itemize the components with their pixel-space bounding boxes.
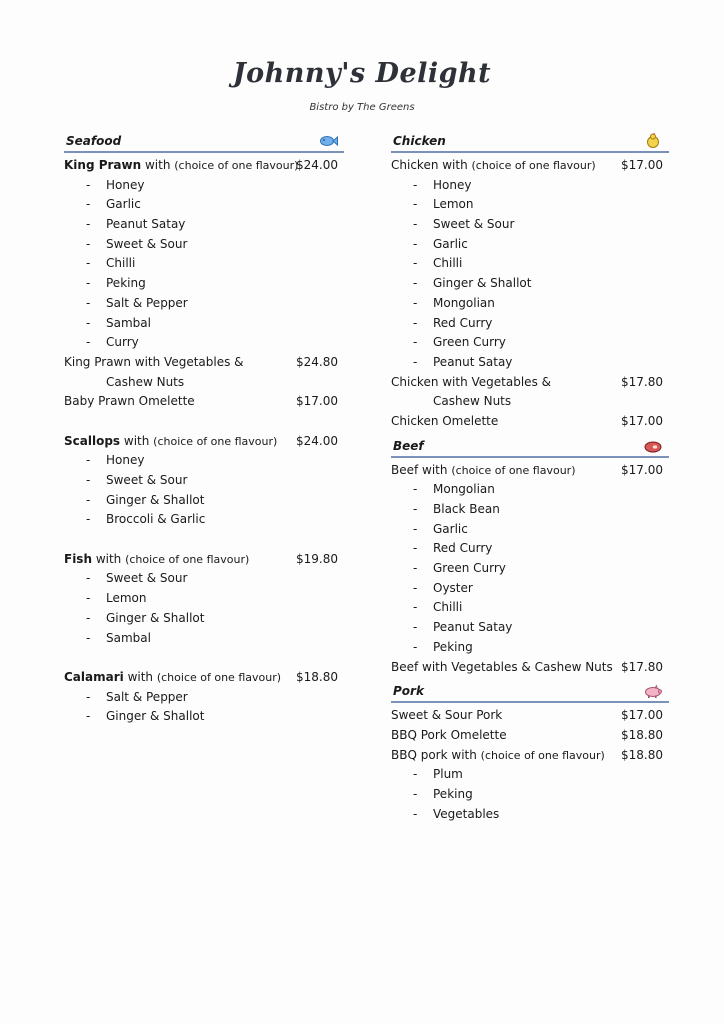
section-header-beef <box>391 438 669 458</box>
menu-title: Johnny's Delight <box>232 58 492 89</box>
item-connector: with <box>141 158 175 172</box>
option-item: - Sambal <box>86 315 151 330</box>
section-header-pork <box>391 683 669 703</box>
menu-item: Calamari with (choice of one flavour) $18.80 <box>64 668 344 688</box>
item-price: $19.80 <box>296 551 338 566</box>
option-item: - Peking <box>413 786 473 801</box>
item-name: Baby Prawn Omelette <box>64 394 195 409</box>
left-column <box>64 133 344 727</box>
option-item: - Garlic <box>413 236 468 251</box>
item-name: Scallops <box>64 433 121 448</box>
option-item: - Salt & Pepper <box>86 295 188 310</box>
option-item: - Mongolian <box>413 482 495 497</box>
item-note: (choice of one flavour) <box>156 670 282 684</box>
menu-item <box>391 726 669 746</box>
menu-item <box>391 156 669 176</box>
item-note: (choice of one flavour) <box>480 748 605 762</box>
option-item: - Red Curry <box>413 541 493 556</box>
option-item: - Peanut Satay <box>413 354 513 369</box>
section-header-chicken <box>391 133 669 153</box>
option-item: - Green Curry <box>413 335 506 350</box>
option-item: - Garlic <box>86 197 141 212</box>
option-item: - Ginger & Shallot <box>86 709 205 724</box>
section-title: Seafood <box>66 134 122 148</box>
section-title: Pork <box>393 684 424 699</box>
item-name: BBQ pork with <box>391 747 481 762</box>
item-price: $24.00 <box>296 158 338 172</box>
item-price: $17.00 <box>296 394 338 409</box>
option-item: - Sweet & Sour <box>86 571 188 586</box>
item-price: $17.00 <box>621 413 663 428</box>
right-column <box>391 133 669 824</box>
item-note: (choice of one flavour) <box>125 552 250 566</box>
option-item: - Sweet & Sour <box>413 217 515 232</box>
item-price: $18.80 <box>621 747 663 762</box>
option-item: - Honey <box>86 453 145 468</box>
option-item: - Lemon <box>413 197 474 212</box>
item-name: Beef with <box>391 462 452 477</box>
item-note: (choice of one flavour) <box>153 434 278 448</box>
option-item: - Black Bean <box>413 502 500 516</box>
option-item: - Curry <box>86 335 139 350</box>
option-item: - Peking <box>86 276 146 291</box>
fish-icon <box>318 133 338 149</box>
option-item: - Ginger & Shallot <box>86 492 205 507</box>
option-item: - Green Curry <box>413 561 506 576</box>
option-item: - Ginger & Shallot <box>413 276 532 291</box>
menu-item <box>391 461 669 481</box>
menu-item: Scallops with (choice of one flavour) $24.00 <box>64 432 344 452</box>
item-price: $24.00 <box>296 433 338 448</box>
option-item: - Chilli <box>86 256 136 271</box>
option-item: - Broccoli & Garlic <box>86 512 206 527</box>
option-item: - Peanut Satay <box>413 620 513 635</box>
chicken-icon <box>643 133 663 149</box>
option-item: - Plum <box>413 767 463 782</box>
item-price: $17.00 <box>621 708 663 723</box>
item-name: Beef with Vegetables & Cashew Nuts <box>391 659 613 674</box>
option-item: - Honey <box>86 177 145 192</box>
option-item: - Ginger & Shallot <box>86 610 205 625</box>
option-item: - Garlic <box>413 521 468 536</box>
menu-item <box>64 392 344 412</box>
option-item: - Vegetables <box>413 806 500 821</box>
option-item: - Sambal <box>86 630 151 645</box>
option-item: - Sweet & Sour <box>86 473 188 487</box>
menu-item <box>391 706 669 726</box>
pig-icon <box>643 683 663 699</box>
option-item: - Chilli <box>413 256 463 271</box>
item-name: Chicken Omelette <box>391 413 499 428</box>
option-item: - Mongolian <box>413 295 495 310</box>
menu-item <box>391 373 669 393</box>
section-header-seafood <box>64 133 344 153</box>
option-item: - Sweet & Sour <box>86 236 188 251</box>
menu-item: Fish with (choice of one flavour) $19.80 <box>64 550 344 570</box>
menu-item <box>391 658 669 678</box>
item-name-continued: Cashew Nuts <box>106 374 185 389</box>
item-price: $17.00 <box>621 158 663 172</box>
item-note: (choice of one flavour) <box>174 159 299 172</box>
item-price: $17.80 <box>621 374 663 389</box>
option-item: - Salt & Pepper <box>86 689 188 704</box>
menu-item <box>64 156 344 176</box>
item-price: $17.00 <box>621 462 663 477</box>
item-name: Fish <box>64 551 92 566</box>
section-title: Beef <box>393 438 424 453</box>
item-price: $18.80 <box>621 727 663 742</box>
item-price: $18.80 <box>296 669 338 684</box>
item-name-continued: Cashew Nuts <box>433 394 512 409</box>
item-name: Sweet & Sour Pork <box>391 708 503 723</box>
item-price: $24.80 <box>296 354 338 369</box>
item-note: (choice of one flavour) <box>451 463 576 477</box>
item-price: $17.80 <box>621 659 663 674</box>
option-item: - Peking <box>413 639 473 654</box>
option-item: - Peanut Satay <box>86 217 186 232</box>
menu-subtitle: Bistro by The Greens <box>309 102 415 113</box>
item-name: Chicken with <box>391 158 472 172</box>
item-name: Chicken with Vegetables & <box>391 374 551 389</box>
option-item: - Oyster <box>413 580 473 595</box>
option-item: - Lemon <box>86 591 147 606</box>
option-item: - Chilli <box>413 600 463 615</box>
item-name: King Prawn with Vegetables & <box>64 354 244 369</box>
option-item: - Red Curry <box>413 315 493 330</box>
option-item: - Honey <box>413 177 472 192</box>
section-title: Chicken <box>393 134 446 148</box>
menu-item <box>64 353 344 373</box>
item-name: King Prawn <box>64 158 142 172</box>
menu-item <box>391 412 669 432</box>
steak-icon <box>643 438 663 454</box>
item-name: Calamari <box>64 669 124 684</box>
item-name: BBQ Pork Omelette <box>391 727 507 742</box>
menu-item <box>391 746 669 766</box>
item-note: (choice of one flavour) <box>471 159 596 172</box>
